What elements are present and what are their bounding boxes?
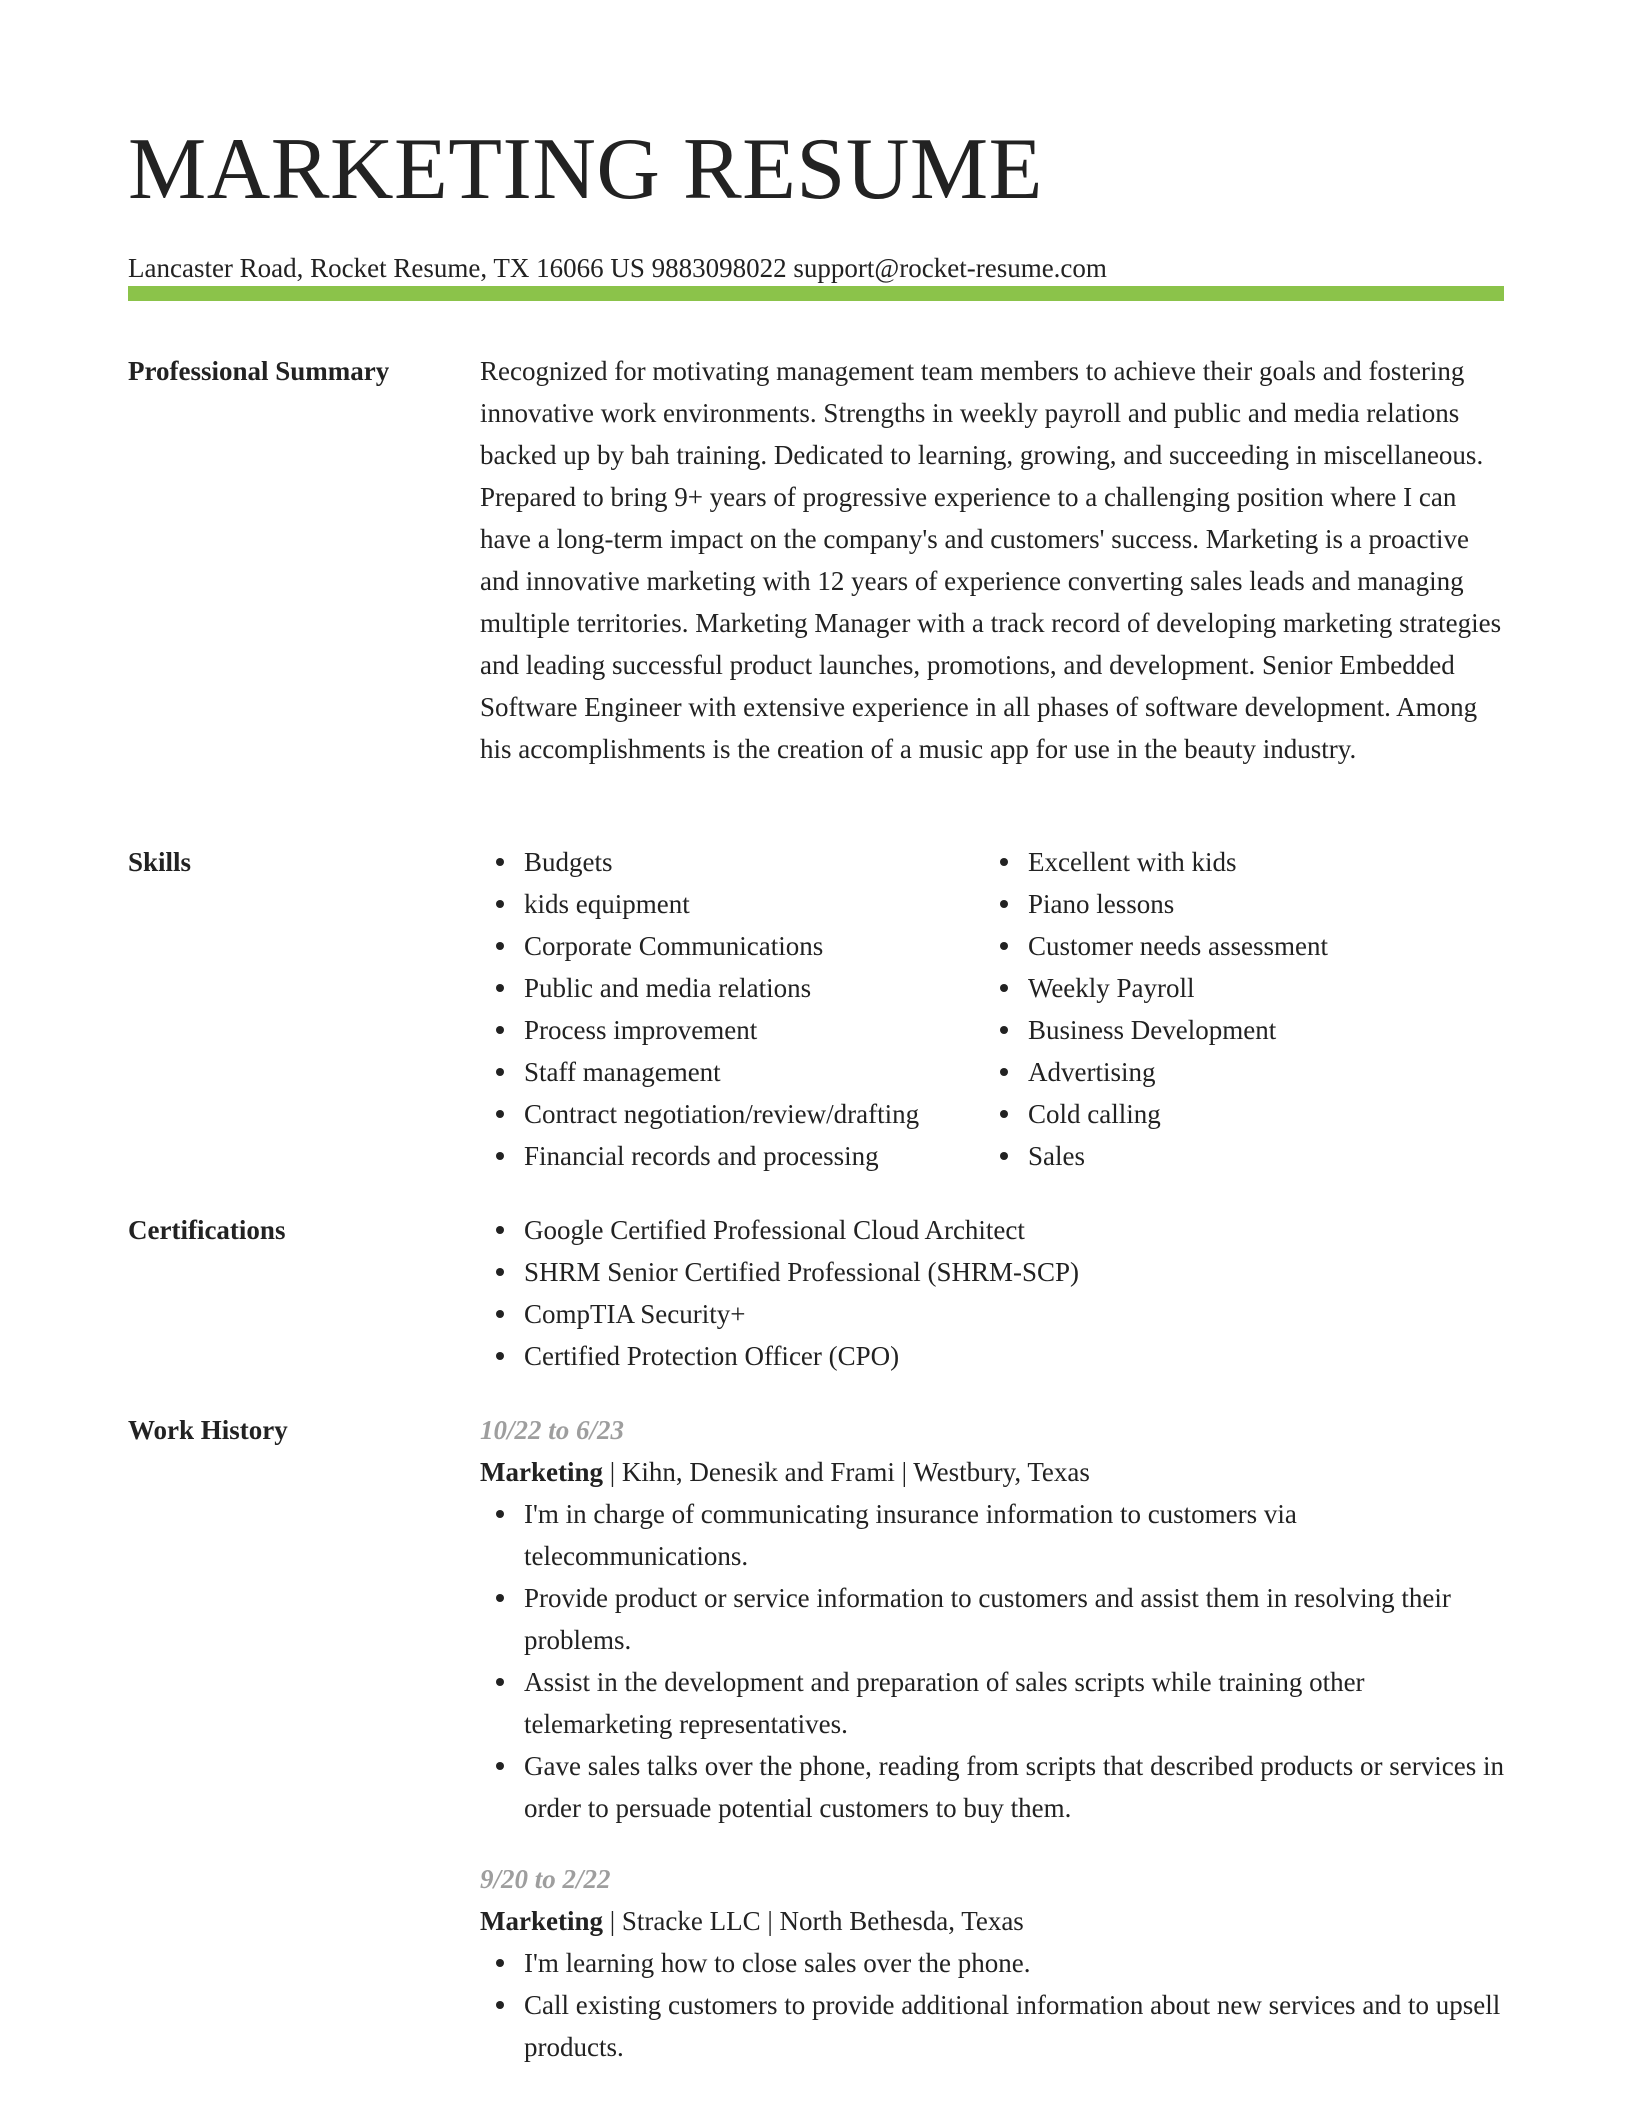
- skill-item: Business Development: [1028, 1009, 1504, 1051]
- skill-item: Customer needs assessment: [1028, 925, 1504, 967]
- skill-item: Financial records and processing: [524, 1135, 984, 1177]
- skill-item: Contract negotiation/review/drafting: [524, 1093, 984, 1135]
- skill-item: kids equipment: [524, 883, 984, 925]
- skill-item: Advertising: [1028, 1051, 1504, 1093]
- job-duty-item: I'm in charge of communicating insurance information to customers via telecommunications.: [524, 1493, 1504, 1577]
- job-dates: 9/20 to 2/22: [480, 1864, 611, 1894]
- certifications-section: [128, 1209, 1504, 1409]
- job-employer-location: | Kihn, Denesik and Frami | Westbury, Texas: [602, 1457, 1090, 1487]
- resume-content: [128, 350, 1504, 2068]
- skill-item: Public and media relations: [524, 967, 984, 1009]
- job-duty-item: Provide product or service information to customers and assist them in resolving their problems.: [524, 1577, 1504, 1661]
- skills-columns: [480, 841, 1504, 1177]
- job-duties-list: [480, 1493, 1504, 1829]
- resume-header: [128, 120, 1504, 286]
- job-heading: [480, 1451, 1504, 1493]
- skills-section: [128, 841, 1504, 1209]
- job-title: Marketing: [480, 1906, 603, 1936]
- accent-divider: [128, 286, 1504, 301]
- job-employer-location: | Stracke LLC | North Bethesda, Texas: [602, 1906, 1024, 1936]
- work-history-section: [128, 1409, 1504, 2068]
- certification-item: Google Certified Professional Cloud Architect: [524, 1209, 1504, 1251]
- job-duty-item: Assist in the development and preparation of sales scripts while training other telemarketing representatives.: [524, 1661, 1504, 1745]
- job-entry: [480, 1409, 1504, 1829]
- section-heading: Certifications: [128, 1215, 286, 1245]
- skills-column-left: [480, 841, 984, 1177]
- section-body: [480, 1409, 1504, 2068]
- section-heading: Skills: [128, 847, 192, 877]
- resume-title: MARKETING RESUME: [128, 121, 1043, 218]
- skills-column-right: [984, 841, 1504, 1177]
- section-body: [480, 350, 1504, 770]
- section-heading: Professional Summary: [128, 356, 390, 386]
- job-title: Marketing: [480, 1457, 603, 1487]
- skill-item: Cold calling: [1028, 1093, 1504, 1135]
- skill-item: Piano lessons: [1028, 883, 1504, 925]
- section-heading: Work History: [128, 1415, 288, 1445]
- section-body: [480, 841, 1504, 1177]
- job-duties-list: [480, 1942, 1504, 2068]
- certification-item: CompTIA Security+: [524, 1293, 1504, 1335]
- job-duty-item: Call existing customers to provide additional information about new services and to upsell products.: [524, 1984, 1504, 2068]
- job-heading: [480, 1900, 1504, 1942]
- section-body: [480, 1209, 1504, 1377]
- skills-list: [984, 841, 1504, 1177]
- certification-item: SHRM Senior Certified Professional (SHRM-SCP): [524, 1251, 1504, 1293]
- professional-summary-section: [128, 350, 1504, 841]
- job-duty-item: I'm learning how to close sales over the phone.: [524, 1942, 1504, 1984]
- skill-item: Sales: [1028, 1135, 1504, 1177]
- job-dates: 10/22 to 6/23: [480, 1415, 625, 1445]
- skill-item: Process improvement: [524, 1009, 984, 1051]
- job-duty-item: Gave sales talks over the phone, reading from scripts that described products or services in order to persuade potential customers to buy them.: [524, 1745, 1504, 1829]
- contact-line: Lancaster Road, Rocket Resume, TX 16066 US 9883098022 support@rocket-resume.com: [128, 253, 1107, 283]
- skill-item: Corporate Communications: [524, 925, 984, 967]
- job-entry: [480, 1858, 1504, 2068]
- skill-item: Staff management: [524, 1051, 984, 1093]
- skills-list: [480, 841, 984, 1177]
- skill-item: Budgets: [524, 841, 984, 883]
- skill-item: Weekly Payroll: [1028, 967, 1504, 1009]
- summary-text: Recognized for motivating management team members to achieve their goals and fostering innovative work environments. Strengths in weekly payroll and public and media relations backed up by bah training. Dedicated to learning, growing, and succeeding in miscellaneous. Prepared to bring 9+ years of progressive experience to a challenging position where I can have a long-term impact on the company's and customers' success. Marketing is a proactive and innovative marketing with 12 years of experience converting sales leads and managing multiple territories. Marketing Manager with a track record of developing marketing strategies and leading successful product launches, promotions, and development. Senior Embedded Software Engineer with extensive experience in all phases of software development. Among his accomplishments is the creation of a music app for use in the beauty industry.: [480, 356, 1502, 764]
- certifications-list: [480, 1209, 1504, 1377]
- skill-item: Excellent with kids: [1028, 841, 1504, 883]
- certification-item: Certified Protection Officer (CPO): [524, 1335, 1504, 1377]
